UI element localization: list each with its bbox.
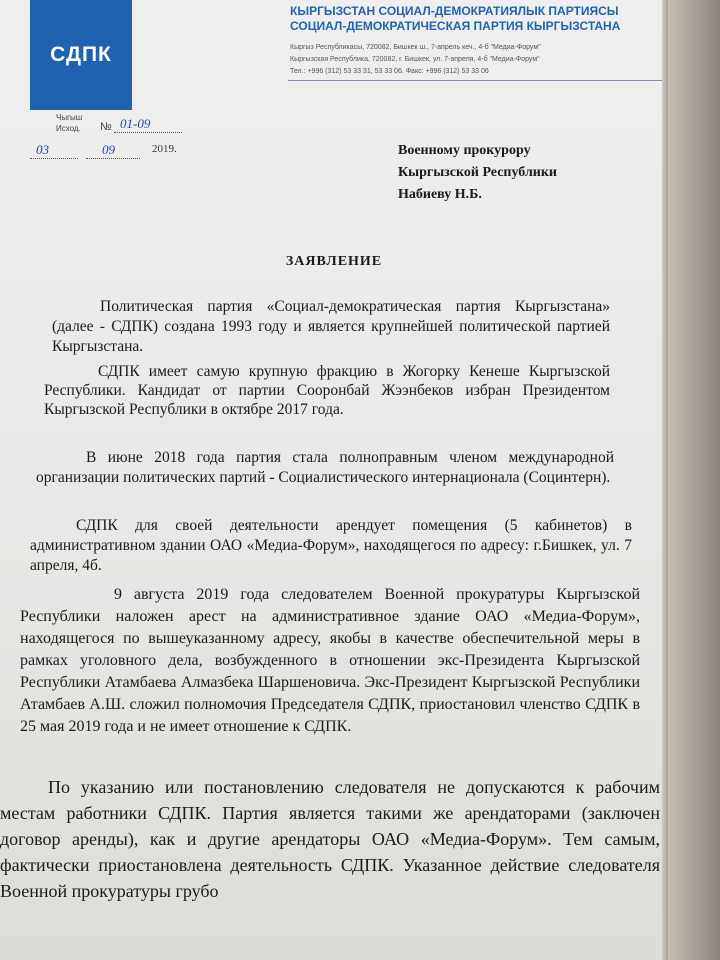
paragraph-2 bbox=[44, 362, 610, 419]
paragraph-6 bbox=[0, 774, 660, 904]
header-divider bbox=[288, 80, 664, 81]
paragraph-5 bbox=[20, 584, 640, 738]
paragraph-text: По указанию или постановлению следователя не допускаются к рабочим местам работники СДПК. Партия является такими же арендаторами (заключен договор аренды), как и другие арендаторы ОАО «Медиа-Форум». Тем самым, фактически приостановлена деятельность СДПК. Указанное действие следователя Военной прокуратуры грубо bbox=[0, 777, 660, 901]
paragraph-4 bbox=[30, 516, 632, 576]
paragraph-text: В июне 2018 года партия стала полноправным членом международной организации политических партий - Социалистического интернационала (Социнтерн). bbox=[36, 449, 614, 486]
outgoing-number: 01-09 bbox=[120, 116, 151, 131]
number-sign: № bbox=[100, 121, 112, 133]
org-name-russian: СОЦИАЛ-ДЕМОКРАТИЧЕСКАЯ ПАРТИЯ КЫРГЫЗСТАНА bbox=[290, 19, 621, 33]
paragraph-text: 9 августа 2019 года следователем Военной прокуратуры Кыргызской Республики наложен арест на административное здание ОАО «Медиа-Форум», находящегося по вышеуказанному адресу, якобы в качестве обеспечительной меры в рамках уголовного дела, возбужденного в отношении экс-Президента Кыргызской Республики Атамбаева Алмазбека Шаршеновича. Экс-Президент Кыргызской Республики Атамбаев А.Ш. сложил полномочия Председателя СДПК, приостановил членство СДПК в 25 мая 2019 года и не имеет отношение к СДПК. bbox=[20, 586, 640, 735]
number-underline bbox=[114, 132, 182, 133]
day-underline bbox=[30, 158, 78, 159]
date-month: 09 bbox=[102, 142, 115, 157]
addressee-line-3: Набиеву Н.Б. bbox=[398, 187, 482, 202]
addressee-block bbox=[398, 140, 557, 206]
address-russian: Кыргызская Республика, 720082, г. Бишкек, ул. 7-апреля, 4-б "Медиа-Форум" bbox=[290, 56, 540, 63]
month-underline bbox=[86, 158, 140, 159]
addressee-line-2: Кыргызской Республики bbox=[398, 165, 557, 180]
phone-numbers: Тел.: +996 (312) 53 33 31, 53 33 06. Факс: +996 (312) 53 33 06 bbox=[290, 68, 489, 75]
logo-text: СДПК bbox=[50, 43, 112, 66]
date-year: 2019. bbox=[152, 143, 177, 155]
paragraph-3 bbox=[36, 448, 614, 488]
paragraph-text: СДПК имеет самую крупную фракцию в Жогорку Кенеше Кыргызской Республики. Кандидат от партии Сооронбай Жээнбеков избран Президентом Кыргызской Республики в октябре 2017 года. bbox=[44, 363, 610, 418]
paragraph-text: СДПК для своей деятельности арендует помещения (5 кабинетов) в административном здании ОАО «Медиа-Форум», находящегося по адресу: г.Бишкек, ул. 7 апреля, 4б. bbox=[30, 517, 632, 574]
outgoing-label-russian: Исход. bbox=[56, 124, 81, 133]
paragraph-1 bbox=[52, 297, 610, 357]
party-logo bbox=[30, 0, 132, 110]
document-title: ЗАЯВЛЕНИЕ bbox=[285, 254, 383, 269]
paper-edge bbox=[662, 0, 668, 960]
org-name-kyrgyz: КЫРГЫЗСТАН СОЦИАЛ-ДЕМОКРАТИЯЛЫК ПАРТИЯСЫ bbox=[290, 4, 619, 18]
outgoing-label-kyrgyz: Чыгыш bbox=[56, 113, 83, 122]
address-kyrgyz: Кыргыз Республикасы, 720082, Бишкек ш., 7-апрель кеч., 4-б "Медиа-Форум" bbox=[290, 44, 541, 51]
paragraph-text: Политическая партия «Социал-демократическая партия Кыргызстана» (далее - СДПК) создана 1993 году и является крупнейшей политической партией Кыргызстана. bbox=[52, 298, 610, 355]
date-day: 03 bbox=[36, 142, 49, 157]
addressee-line-1: Военному прокурору bbox=[398, 143, 531, 158]
